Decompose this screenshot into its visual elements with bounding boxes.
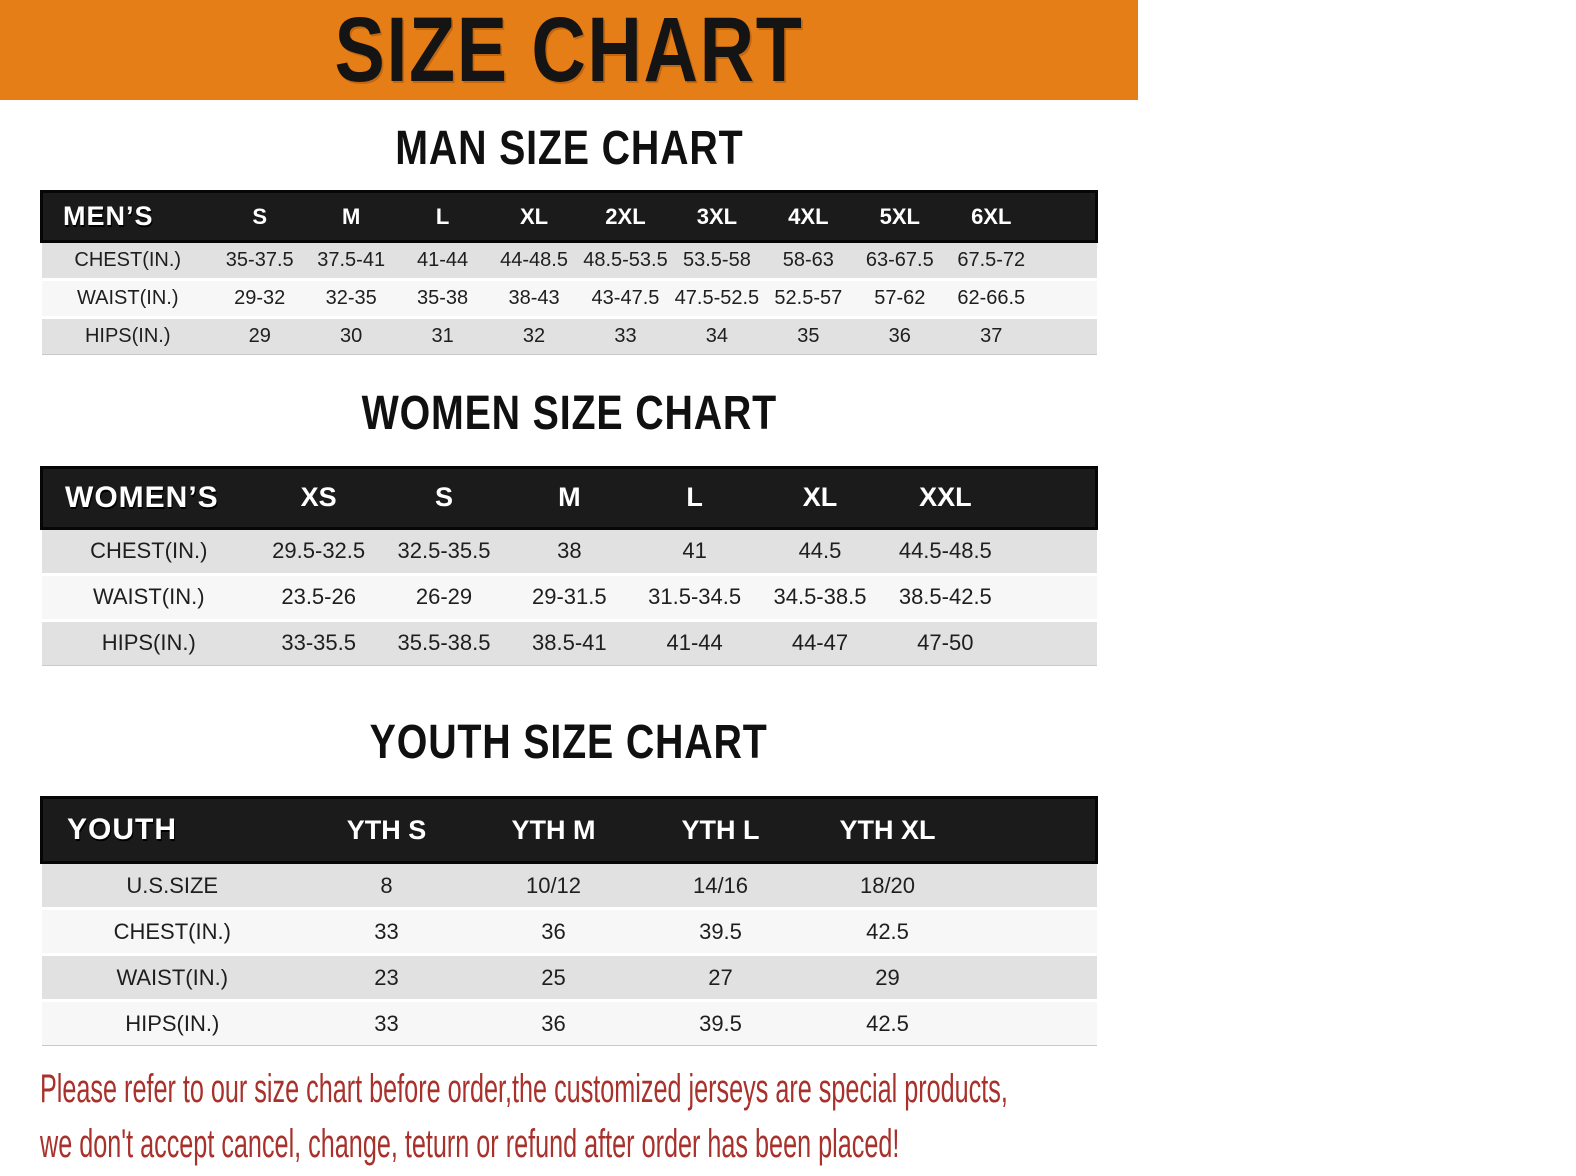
filler-cell bbox=[971, 955, 1097, 1001]
size-value-cell: 53.5-58 bbox=[682, 249, 751, 272]
men-size-table bbox=[40, 190, 1098, 355]
man-size-chart-heading: MAN SIZE CHART bbox=[394, 122, 744, 175]
page-title bbox=[283, 0, 855, 101]
table-row bbox=[42, 863, 1097, 909]
size-value-cell: 29.5-32.5 bbox=[272, 538, 366, 564]
size-value-cell: 44-47 bbox=[791, 630, 849, 656]
size-value-cell: 32-35 bbox=[325, 287, 377, 310]
size-value-cell: 62-66.5 bbox=[957, 287, 1026, 310]
size-value-cell: 41 bbox=[682, 538, 707, 564]
filler-cell bbox=[1037, 242, 1097, 280]
row-label: CHEST(IN.) bbox=[90, 538, 208, 564]
table-row bbox=[42, 955, 1097, 1001]
women-size-table bbox=[40, 466, 1098, 666]
size-column-xs: XS bbox=[300, 482, 337, 513]
youth-header-row bbox=[42, 798, 1097, 863]
size-chart-banner bbox=[0, 0, 1138, 100]
size-value-cell: 30 bbox=[340, 325, 363, 348]
size-column-4xl: 4XL bbox=[788, 203, 829, 229]
size-column-xxl: XXL bbox=[919, 482, 972, 513]
size-value-cell: 48.5-53.5 bbox=[583, 249, 668, 272]
size-value-cell: 8 bbox=[380, 872, 393, 898]
row-label: WAIST(IN.) bbox=[77, 287, 179, 310]
size-value-cell: 37 bbox=[980, 325, 1003, 348]
size-value-cell: 18/20 bbox=[859, 872, 916, 898]
size-value-cell: 32.5-35.5 bbox=[397, 538, 491, 564]
size-column-yth-m: YTH M bbox=[511, 814, 596, 845]
filler-cell bbox=[1037, 192, 1097, 242]
size-value-cell: 47.5-52.5 bbox=[674, 287, 760, 310]
youth-size-chart-heading: YOUTH SIZE CHART bbox=[370, 715, 768, 769]
filler-cell bbox=[971, 1001, 1097, 1046]
filler-cell bbox=[971, 909, 1097, 955]
size-value-cell: 35.5-38.5 bbox=[397, 630, 491, 656]
page-title-text: SIZE CHART bbox=[334, 0, 804, 101]
table-row bbox=[42, 318, 1097, 355]
size-value-cell: 31.5-34.5 bbox=[648, 584, 742, 610]
size-value-cell: 44.5 bbox=[798, 538, 842, 564]
size-value-cell: 39.5 bbox=[699, 918, 742, 944]
size-column-m: M bbox=[558, 482, 581, 513]
women-corner-label: WOMEN’S bbox=[65, 480, 219, 514]
table-row bbox=[42, 1001, 1097, 1046]
size-value-cell: 41-44 bbox=[417, 249, 469, 272]
women-header-row bbox=[42, 467, 1097, 528]
filler-cell bbox=[1008, 467, 1097, 528]
size-value-cell: 26-29 bbox=[415, 584, 473, 610]
row-label: WAIST(IN.) bbox=[92, 584, 205, 610]
size-value-cell: 33 bbox=[374, 1010, 399, 1036]
size-value-cell: 33-35.5 bbox=[281, 630, 356, 656]
size-value-cell: 35-37.5 bbox=[225, 249, 294, 272]
filler-cell bbox=[1008, 574, 1097, 620]
size-value-cell: 29-31.5 bbox=[532, 584, 607, 610]
size-value-cell: 34.5-38.5 bbox=[773, 584, 867, 610]
size-value-cell: 36 bbox=[541, 918, 566, 944]
row-label: CHEST(IN.) bbox=[74, 249, 182, 272]
table-row bbox=[42, 574, 1097, 620]
size-value-cell: 42.5 bbox=[866, 918, 909, 944]
filler-cell bbox=[1008, 620, 1097, 665]
size-column-l: L bbox=[435, 203, 450, 229]
size-column-2xl: 2XL bbox=[605, 203, 646, 229]
row-label: HIPS(IN.) bbox=[101, 630, 196, 656]
youth-corner-label: YOUTH bbox=[67, 813, 177, 847]
size-value-cell: 10/12 bbox=[525, 872, 582, 898]
size-value-cell: 23.5-26 bbox=[281, 584, 356, 610]
size-value-cell: 29-32 bbox=[234, 287, 286, 310]
filler-cell bbox=[1008, 528, 1097, 574]
size-value-cell: 34 bbox=[705, 325, 729, 348]
size-value-cell: 35-38 bbox=[417, 287, 469, 310]
table-row bbox=[42, 528, 1097, 574]
size-value-cell: 36 bbox=[888, 325, 911, 348]
size-column-6xl: 6XL bbox=[971, 203, 1012, 229]
size-value-cell: 57-62 bbox=[874, 287, 926, 310]
size-column-3xl: 3XL bbox=[696, 203, 738, 229]
size-column-5xl: 5XL bbox=[879, 203, 920, 229]
size-value-cell: 44-48.5 bbox=[500, 249, 568, 272]
women-size-section bbox=[0, 355, 1138, 665]
size-value-cell: 27 bbox=[708, 964, 733, 990]
size-value-cell: 63-67.5 bbox=[865, 249, 934, 272]
size-value-cell: 35 bbox=[797, 325, 820, 348]
row-label: HIPS(IN.) bbox=[84, 325, 171, 348]
size-value-cell: 42.5 bbox=[866, 1010, 909, 1036]
size-column-s: S bbox=[252, 203, 268, 229]
disclaimer bbox=[0, 1066, 1138, 1176]
filler-cell bbox=[971, 863, 1097, 909]
size-column-s: S bbox=[434, 482, 453, 513]
size-column-m: M bbox=[341, 203, 361, 229]
size-value-cell: 39.5 bbox=[699, 1010, 742, 1036]
youth-size-table bbox=[40, 796, 1098, 1046]
filler-cell bbox=[1037, 318, 1097, 355]
row-label: HIPS(IN.) bbox=[125, 1010, 220, 1036]
table-row bbox=[42, 620, 1097, 665]
size-value-cell: 58-63 bbox=[782, 249, 834, 272]
size-value-cell: 14/16 bbox=[692, 872, 749, 898]
size-column-yth-xl: YTH XL bbox=[839, 814, 936, 845]
filler-cell bbox=[1037, 280, 1097, 318]
table-row bbox=[42, 280, 1097, 318]
size-value-cell: 44.5-48.5 bbox=[898, 538, 992, 564]
table-row bbox=[42, 909, 1097, 955]
size-value-cell: 38.5-41 bbox=[532, 630, 607, 656]
disclaimer-line-2: we don't accept cancel, change, teturn or refund after order has been placed! bbox=[40, 1122, 900, 1167]
filler-cell bbox=[971, 798, 1097, 863]
table-row bbox=[42, 242, 1097, 280]
size-value-cell: 41-44 bbox=[666, 630, 723, 656]
women-size-chart-heading: WOMEN SIZE CHART bbox=[361, 387, 777, 441]
size-value-cell: 36 bbox=[541, 1010, 566, 1036]
size-value-cell: 38 bbox=[557, 538, 582, 564]
size-value-cell: 29 bbox=[875, 964, 900, 990]
size-value-cell: 25 bbox=[541, 964, 566, 990]
row-label: CHEST(IN.) bbox=[113, 918, 231, 944]
size-column-yth-s: YTH S bbox=[346, 814, 427, 845]
size-value-cell: 33 bbox=[374, 918, 399, 944]
size-value-cell: 47-50 bbox=[917, 630, 974, 656]
size-value-cell: 23 bbox=[374, 964, 399, 990]
men-corner-label: MEN’S bbox=[63, 201, 154, 232]
men-size-section bbox=[0, 100, 1138, 355]
size-value-cell: 32 bbox=[522, 325, 546, 348]
size-column-yth-l: YTH L bbox=[681, 814, 760, 845]
size-value-cell: 29 bbox=[248, 325, 271, 348]
size-value-cell: 38.5-42.5 bbox=[898, 584, 992, 610]
size-column-l: L bbox=[686, 482, 703, 513]
size-value-cell: 43-47.5 bbox=[591, 287, 660, 310]
size-value-cell: 31 bbox=[431, 325, 454, 348]
men-header-row bbox=[42, 192, 1097, 242]
size-value-cell: 33 bbox=[614, 325, 637, 348]
size-value-cell: 38-43 bbox=[508, 287, 560, 310]
size-column-xl: XL bbox=[802, 482, 838, 513]
size-value-cell: 67.5-72 bbox=[957, 249, 1026, 272]
size-column-xl: XL bbox=[519, 203, 549, 229]
size-value-cell: 52.5-57 bbox=[774, 287, 843, 310]
youth-size-section bbox=[0, 666, 1138, 1046]
row-label: U.S.SIZE bbox=[126, 872, 219, 898]
disclaimer-line-1: Please refer to our size chart before order,the customized jerseys are special products, bbox=[40, 1067, 1008, 1112]
row-label: WAIST(IN.) bbox=[116, 964, 229, 990]
size-value-cell: 37.5-41 bbox=[317, 249, 386, 272]
